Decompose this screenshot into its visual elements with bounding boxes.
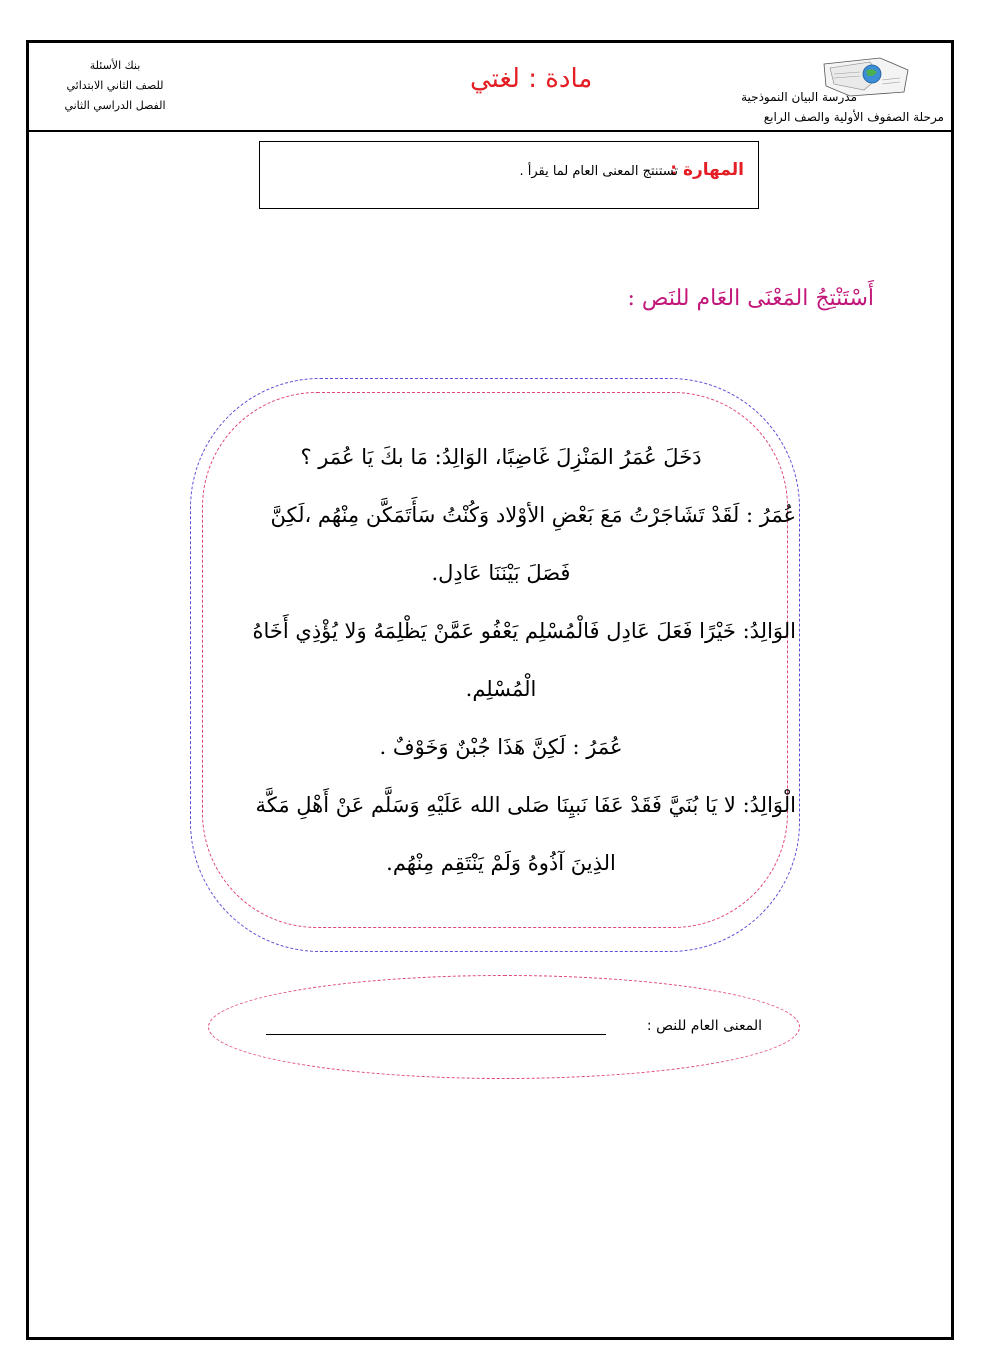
story-text <box>206 428 796 892</box>
bank-line: للصف الثاني الابتدائي <box>66 79 164 92</box>
instruction-title: أَسْتَنْتِجُ المَعْنَى العَام للنَص : <box>627 286 874 311</box>
skill-label: المهارة : <box>670 160 744 180</box>
story-line: عُمَرُ : لَكِنَّ هَذَا جُبْنٌ وَخَوْفٌ . <box>379 735 623 759</box>
story-line: الْمُسْلِم. <box>465 677 537 701</box>
story-line: الْوَالِدُ: لا يَا بُنَيَّ فَقَدْ عَفَا نَبيِنَا صَلى الله عَلَيْهِ وَسَلَّم عَنْ أَهْلِ مَكَّة <box>255 793 796 817</box>
bank-line: الفصل الدراسي الثاني <box>64 99 166 112</box>
subject-title: مادة : لغتي <box>470 64 593 94</box>
story-line: دَخَلَ عُمَرُ المَنْزِلَ غَاضِبًا، الوَالِدُ: مَا بكَ يَا عُمَر ؟ <box>300 445 702 469</box>
stage-name: مرحلة الصفوف الأولية والصف الرابع <box>763 110 944 124</box>
skill-box <box>259 141 759 209</box>
story-line: الذِينَ آذُوهُ وَلَمْ يَنْتَقِم مِنْهُم. <box>386 851 616 875</box>
answer-label: المعنى العام للنص : <box>646 1018 762 1034</box>
school-name: مدرسة البيان النموذجية <box>741 90 857 104</box>
bank-line: بنك الأسئلة <box>89 59 141 72</box>
answer-blank-line[interactable] <box>266 1034 606 1035</box>
header-divider <box>26 130 954 132</box>
story-line: الوَالِدُ: خَيْرًا فَعَلَ عَادِل فَالْمُسْلِم يَعْفُو عَمَّنْ يَظْلِمَهُ وَلا يُؤْذِي أَخَاهُ <box>252 619 796 643</box>
story-line: فَصَلَ بَيْنَنَا عَادِل. <box>431 561 571 585</box>
question-bank-info <box>50 56 180 116</box>
story-line: عُمَرُ : لَقَدْ تَشَاجَرْتُ مَعَ بَعْضِ الأوْلاد وَكُنْتُ سَأَتَمَكَّن مِنْهُم ،لَكِنَّ <box>270 503 796 527</box>
skill-text: تستنتج المعنى العام لما يقرأ . <box>519 164 678 179</box>
